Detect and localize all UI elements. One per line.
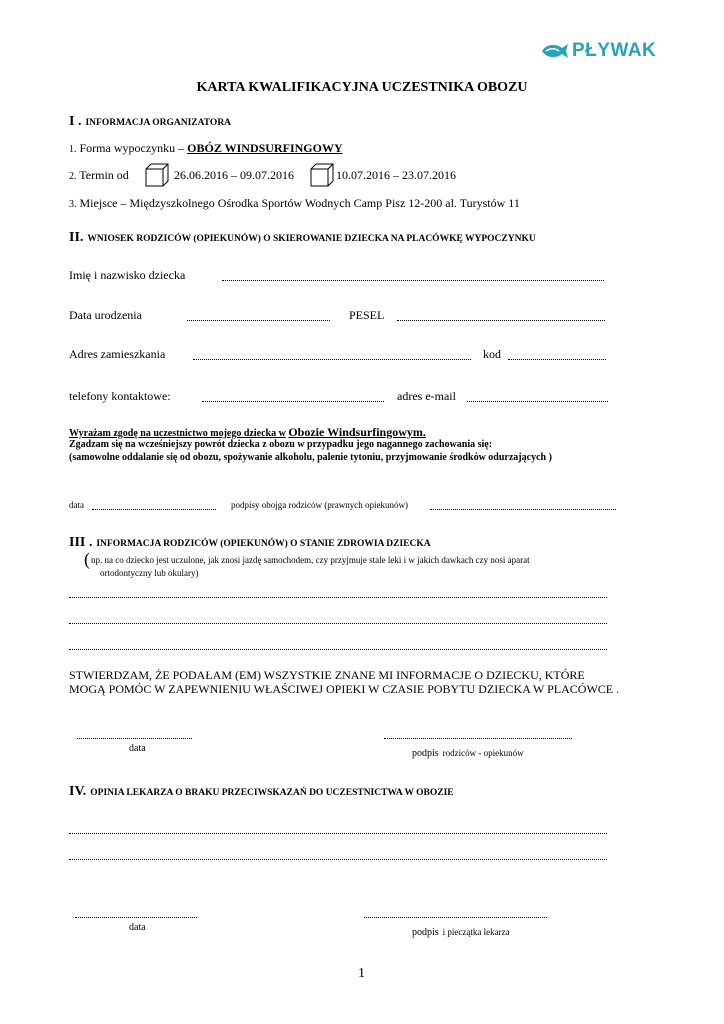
- section-3-heading: [69, 533, 431, 551]
- fish-icon: [540, 42, 570, 60]
- termin-option-1-label: 26.06.2016 – 09.07.2016: [174, 168, 294, 182]
- section-3-data-field[interactable]: [77, 738, 192, 739]
- health-note-paren: (: [84, 549, 90, 569]
- section-3-data-label: data: [129, 743, 146, 754]
- consent-line-2: Zgadzam się na wcześniejszy powrót dziecka z obozu w przypadku jego nagannego zachowania się:: [69, 439, 493, 450]
- telefony-label: telefony kontaktowe:: [69, 389, 171, 403]
- health-note-line-1: np. na co dziecko jest uczulone, jak znosi jazdę samochodem, czy przyjmuje stale leki i w jakich dawkach czy nosi aparat: [91, 555, 530, 565]
- termin-option-2-checkbox[interactable]: [309, 162, 335, 188]
- section-2-signatures-label: podpisy obojga rodziców (prawnych opiekunów): [231, 500, 408, 510]
- statement-line-2: MOGĄ POMÓC W ZAPEWNIENIU WŁAŚCIWEJ OPIEKI W CZASIE POBYTU DZIECKA W PLACÓWCE .: [69, 682, 620, 696]
- termin-option-1-checkbox[interactable]: [144, 162, 170, 188]
- section-4-heading: [69, 782, 454, 800]
- section-4-title: OPINIA LEKARZA O BRAKU PRZECIWSKAZAŃ DO UCZESTNICTWA W OBOZIE: [90, 788, 454, 798]
- forma-number: 1.: [69, 144, 77, 155]
- section-1-number: I .: [69, 114, 82, 129]
- doctor-opinion-line-2[interactable]: [69, 859, 607, 860]
- termin-label: Termin od: [79, 168, 129, 182]
- telefony-field[interactable]: [202, 401, 384, 402]
- doctor-opinion-line-1[interactable]: [69, 833, 607, 834]
- consent-camp: Obozie Windsurfingowym.: [288, 425, 426, 439]
- page-title: KARTA KWALIFIKACYJNA UCZESTNIKA OBOZU: [196, 80, 528, 95]
- forma-value: OBÓZ WINDSURFINGOWY: [187, 141, 343, 155]
- section-1-title: INFORMACJA ORGANIZATORA: [85, 118, 232, 128]
- section-4-podpis-suffix: i pieczątka lekarza: [442, 927, 510, 937]
- section-3-number: III .: [69, 535, 93, 550]
- section-2-title: WNIOSEK RODZICÓW (OPIEKUNÓW) O SKIEROWANIE DZIECKA NA PLACÓWKĘ WYPOCZYNKU: [87, 234, 536, 244]
- kod-field[interactable]: [508, 359, 606, 360]
- section-2-data-label: data: [69, 500, 84, 510]
- termin-label-row: [69, 168, 129, 183]
- forma-row: [69, 141, 343, 156]
- miejsce-text: Miejsce – Międzyszkolnego Ośrodka Sportów Wodnych Camp Pisz 12-200 al. Turystów 11: [79, 196, 520, 210]
- section-2-signatures-field[interactable]: [430, 509, 616, 510]
- health-note-line-2: ortodontyczny lub okulary): [100, 568, 199, 578]
- statement-line-1: STWIERDZAM, ŻE PODAŁAM (EM) WSZYSTKIE ZNANE MI INFORMACJE O DZIECKU, KTÓRE: [69, 668, 585, 682]
- imie-label: Imię i nazwisko dziecka: [69, 268, 186, 282]
- miejsce-number: 3.: [69, 199, 77, 210]
- kod-label: kod: [483, 347, 501, 361]
- consent-prefix: Wyrażam zgodę na uczestnictwo mojego dziecka w: [69, 428, 286, 439]
- section-4-data-label: data: [129, 922, 146, 933]
- section-2-heading: [69, 228, 536, 246]
- section-3-podpis-suffix: rodziców - opiekunów: [442, 748, 524, 758]
- logo-text: PŁYWAK: [572, 40, 657, 61]
- pesel-label: PESEL: [349, 308, 385, 322]
- miejsce-row: [69, 196, 520, 211]
- termin-number: 2.: [69, 171, 77, 182]
- page-number: 1: [358, 966, 365, 981]
- section-2-number: II.: [69, 230, 84, 245]
- email-label: adres e-mail: [397, 389, 456, 403]
- section-3-signature-field[interactable]: [384, 738, 572, 739]
- section-4-signature-field[interactable]: [364, 917, 547, 918]
- section-4-number: IV.: [69, 784, 87, 799]
- section-1-heading: [69, 112, 231, 130]
- section-3-title: INFORMACJA RODZICÓW (OPIEKUNÓW) O STANIE ZDROWIA DZIECKA: [96, 539, 431, 549]
- data-urodzenia-label: Data urodzenia: [69, 308, 142, 322]
- email-field[interactable]: [467, 401, 608, 402]
- termin-option-2-label: 10.07.2016 – 23.07.2016: [336, 168, 456, 182]
- section-4-data-field[interactable]: [75, 917, 197, 918]
- health-info-line-1[interactable]: [69, 597, 607, 598]
- section-3-podpis: podpis: [412, 748, 439, 759]
- imie-field[interactable]: [222, 280, 604, 281]
- data-urodzenia-field[interactable]: [187, 320, 330, 321]
- health-info-line-2[interactable]: [69, 623, 607, 624]
- section-4-signature-label: [412, 922, 510, 940]
- section-3-signature-label: [412, 743, 524, 761]
- adres-label: Adres zamieszkania: [69, 347, 166, 361]
- consent-line-1: [69, 425, 426, 440]
- health-info-line-3[interactable]: [69, 649, 607, 650]
- section-2-data-field[interactable]: [92, 509, 216, 510]
- logo: [540, 40, 656, 62]
- consent-line-3: (samowolne oddalanie się od obozu, spożywanie alkoholu, palenie tytoniu, przyjmowanie środków odurzających ): [69, 452, 552, 463]
- adres-field[interactable]: [193, 359, 471, 360]
- pesel-field[interactable]: [397, 320, 605, 321]
- section-4-podpis: podpis: [412, 927, 439, 938]
- forma-label: Forma wypoczynku –: [79, 141, 185, 155]
